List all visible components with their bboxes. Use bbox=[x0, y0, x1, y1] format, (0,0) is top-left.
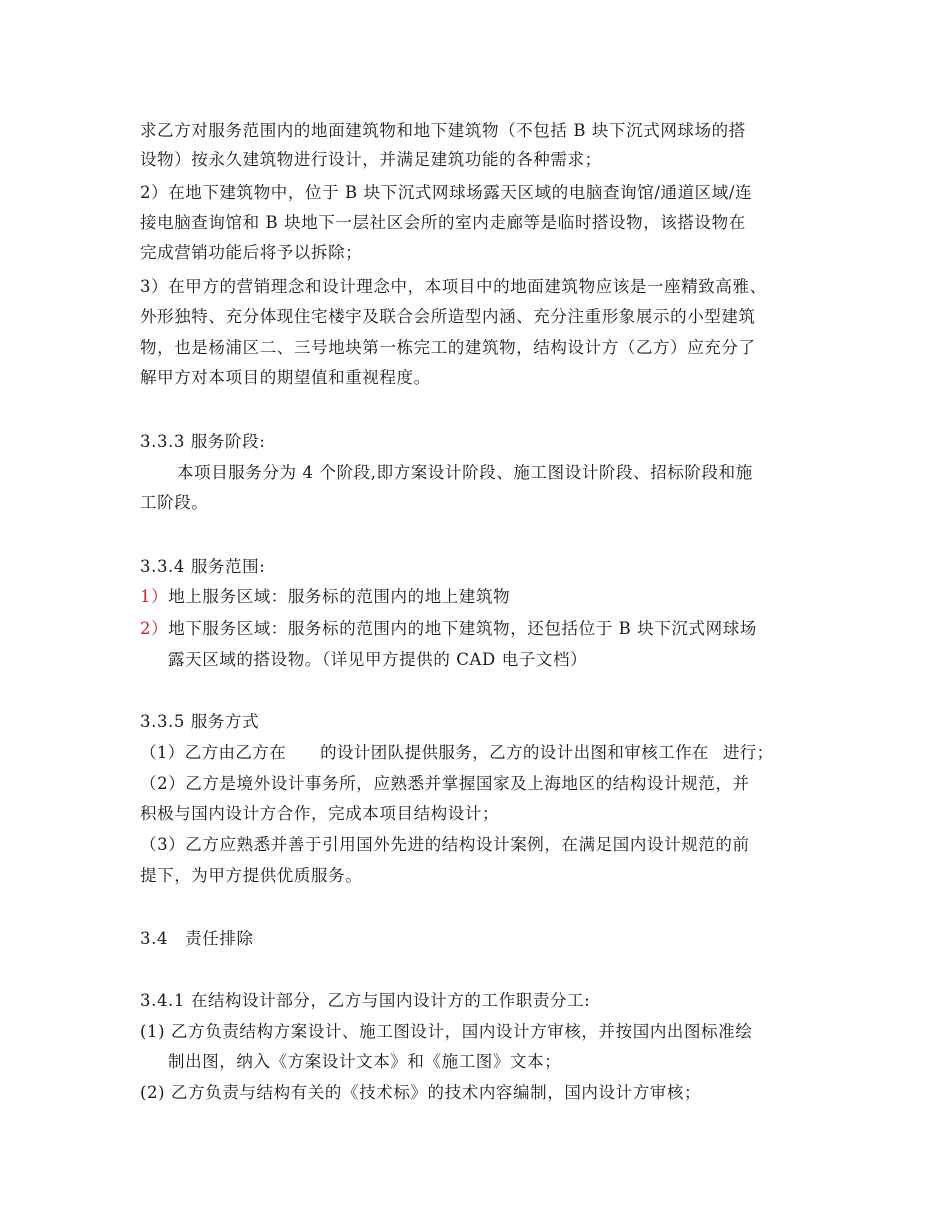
para-2-line-3: 完成营销功能后将予以拆除； bbox=[140, 243, 363, 262]
para-3-line-3: 物，也是杨浦区二、三号地块第一栋完工的建筑物，结构设计方（乙方）应充分了 bbox=[140, 338, 756, 357]
para-3-line-2: 外形独特、充分体现住宅楼宇及联合会所造型内涵、充分注重形象展示的小型建筑 bbox=[140, 307, 756, 326]
sec-335-item-1-b: 的设计团队提供服务，乙方的设计出图和审核工作在 bbox=[320, 743, 709, 762]
sec-333-line-2: 工阶段。 bbox=[140, 493, 209, 512]
sec-341-item-2-line-1: (2) 乙方负责与结构有关的《技术标》的技术内容编制，国内设计方审核； bbox=[140, 1083, 702, 1102]
sec-341-item-1-line-2: 制出图，纳入《方案设计文本》和《施工图》文本； bbox=[168, 1052, 562, 1071]
heading-3-3-4: 3.3.4 服务范围: bbox=[140, 557, 266, 576]
sec-335-item-2-line-2: 积极与国内设计方合作，完成本项目结构设计； bbox=[140, 804, 500, 823]
para-intro-line-2: 设物）按永久建筑物进行设计，并满足建筑功能的各种需求； bbox=[140, 150, 602, 169]
sec-334-item-2 bbox=[140, 617, 757, 641]
list-number-1: 1） bbox=[140, 587, 169, 606]
para-2-line-2: 接电脑查询馆和 B 块地下一层社区会所的室内走廊等是临时搭设物，该搭设物在 bbox=[140, 213, 746, 232]
list-text-1: 地上服务区域：服务标的范围内的地上建筑物 bbox=[168, 587, 511, 606]
sec-335-item-1-c: 进行； bbox=[722, 743, 774, 762]
list-number-2: 2） bbox=[140, 619, 169, 638]
sec-335-item-3-line-2: 提下，为甲方提供优质服务。 bbox=[140, 866, 363, 885]
sec-334-item-2-cont: 露天区域的搭设物。（详见甲方提供的 CAD 电子文档） bbox=[168, 650, 588, 669]
sec-333-line-1: 本项目服务分为 4 个阶段,即方案设计阶段、施工图设计阶段、招标阶段和施 bbox=[177, 463, 753, 482]
para-3-line-1: 3）在甲方的营销理念和设计理念中，本项目中的地面建筑物应该是一座精致高雅、 bbox=[140, 277, 767, 296]
sec-335-item-1 bbox=[140, 741, 774, 765]
para-3-line-4: 解甲方对本项目的期望值和重视程度。 bbox=[140, 368, 431, 387]
para-intro-line-1: 求乙方对服务范围内的地面建筑物和地下建筑物（不包括 B 块下沉式网球场的搭 bbox=[140, 121, 746, 140]
sec-341-item-1-line-1: (1) 乙方负责结构方案设计、施工图设计，国内设计方审核，并按国内出图标准绘 bbox=[140, 1022, 753, 1041]
sec-334-item-1 bbox=[140, 585, 510, 609]
para-2-line-1: 2）在地下建筑物中，位于 B 块下沉式网球场露天区域的电脑查询馆/通道区域/连 bbox=[140, 183, 753, 202]
heading-3-3-5: 3.3.5 服务方式 bbox=[140, 712, 260, 731]
list-text-2: 地下服务区域：服务标的范围内的地下建筑物，还包括位于 B 块下沉式网球场 bbox=[168, 619, 757, 638]
heading-3-4-1: 3.4.1 在结构设计部分，乙方与国内设计方的工作职责分工: bbox=[140, 991, 591, 1010]
sec-335-item-2-line-1: （2）乙方是境外设计事务所，应熟悉并掌握国家及上海地区的结构设计规范，并 bbox=[140, 774, 750, 793]
sec-335-item-1-a: （1）乙方由乙方在 bbox=[140, 743, 287, 762]
heading-3-3-3: 3.3.3 服务阶段: bbox=[140, 432, 266, 451]
heading-3-4: 3.4 责任排除 bbox=[140, 929, 254, 948]
sec-335-item-3-line-1: （3）乙方应熟悉并善于引用国外先进的结构设计案例，在满足国内设计规范的前 bbox=[140, 835, 750, 854]
